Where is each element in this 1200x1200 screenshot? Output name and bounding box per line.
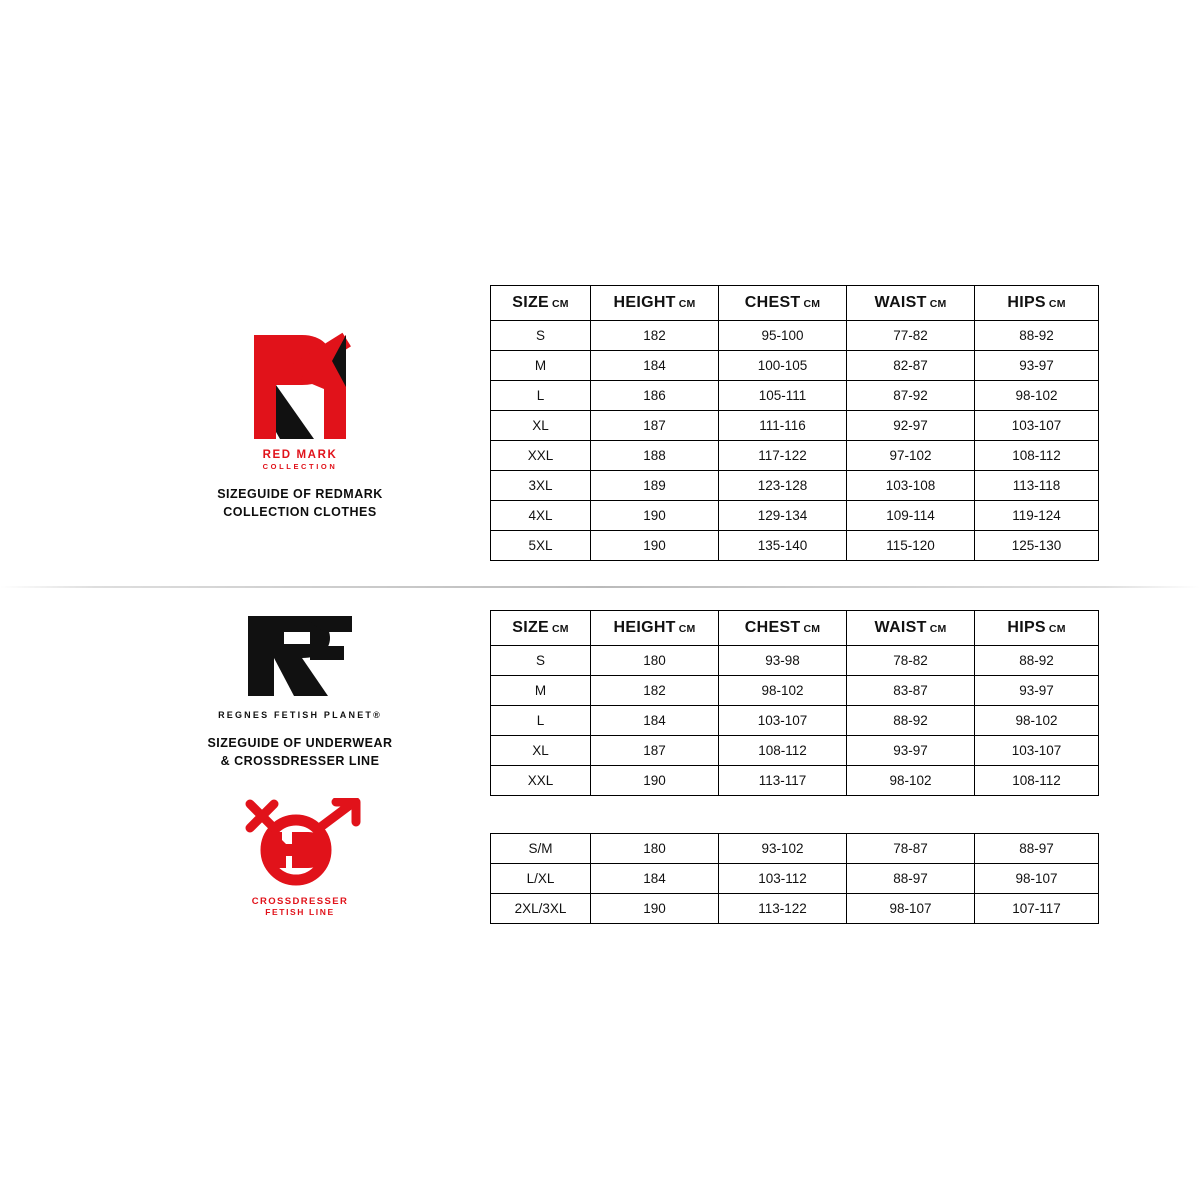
cell-waist: 97-102 <box>847 441 975 471</box>
cell-chest: 117-122 <box>719 441 847 471</box>
cell-waist: 88-92 <box>847 706 975 736</box>
cell-height: 186 <box>591 381 719 411</box>
cell-height: 190 <box>591 501 719 531</box>
header-size: SIZE CM <box>491 611 591 646</box>
cell-waist: 103-108 <box>847 471 975 501</box>
cell-waist: 92-97 <box>847 411 975 441</box>
cell-hips: 88-92 <box>975 646 1099 676</box>
header-hips: HIPS CM <box>975 286 1099 321</box>
table-row <box>491 321 1099 351</box>
section-divider <box>0 586 1200 588</box>
cell-waist: 78-82 <box>847 646 975 676</box>
cell-size: 4XL <box>491 501 591 531</box>
cell-size: M <box>491 676 591 706</box>
cell-hips: 108-112 <box>975 441 1099 471</box>
cell-waist: 87-92 <box>847 381 975 411</box>
regnes-fetish-planet-logo <box>240 610 360 702</box>
header-waist: WAIST CM <box>847 611 975 646</box>
table-row <box>491 864 1099 894</box>
table-header-row <box>491 611 1099 646</box>
cell-size: XL <box>491 411 591 441</box>
cell-height: 184 <box>591 864 719 894</box>
cell-height: 184 <box>591 706 719 736</box>
cell-size: 5XL <box>491 531 591 561</box>
table-header-row <box>491 286 1099 321</box>
header-size: SIZE CM <box>491 286 591 321</box>
cell-hips: 107-117 <box>975 894 1099 924</box>
tables-column-rfp <box>490 610 1099 924</box>
cell-chest: 105-111 <box>719 381 847 411</box>
cell-waist: 93-97 <box>847 736 975 766</box>
cell-chest: 103-107 <box>719 706 847 736</box>
cell-size: 2XL/3XL <box>491 894 591 924</box>
cell-hips: 108-112 <box>975 766 1099 796</box>
cell-chest: 95-100 <box>719 321 847 351</box>
section-regnes-fetish-planet <box>110 610 1099 924</box>
table-row <box>491 531 1099 561</box>
cell-size: S <box>491 321 591 351</box>
cell-size: XXL <box>491 441 591 471</box>
size-table-rfp <box>490 610 1099 796</box>
cell-hips: 113-118 <box>975 471 1099 501</box>
cell-size: L <box>491 706 591 736</box>
cell-hips: 98-102 <box>975 381 1099 411</box>
cell-waist: 98-102 <box>847 766 975 796</box>
header-height: HEIGHT CM <box>591 611 719 646</box>
rfp-wordmark: REGNES FETISH PLANET® <box>218 710 382 720</box>
table-row <box>491 381 1099 411</box>
cell-size: L/XL <box>491 864 591 894</box>
cell-waist: 83-87 <box>847 676 975 706</box>
cell-waist: 109-114 <box>847 501 975 531</box>
cell-size: 3XL <box>491 471 591 501</box>
cell-height: 187 <box>591 736 719 766</box>
cell-chest: 129-134 <box>719 501 847 531</box>
cell-height: 184 <box>591 351 719 381</box>
cell-height: 188 <box>591 441 719 471</box>
cell-chest: 98-102 <box>719 676 847 706</box>
table-row <box>491 706 1099 736</box>
cell-chest: 108-112 <box>719 736 847 766</box>
cell-waist: 98-107 <box>847 894 975 924</box>
cell-hips: 103-107 <box>975 411 1099 441</box>
table-row <box>491 471 1099 501</box>
cell-size: S/M <box>491 834 591 864</box>
caption-rfp: SIZEGUIDE OF UNDERWEAR & CROSSDRESSER LINE <box>207 736 393 769</box>
header-hips: HIPS CM <box>975 611 1099 646</box>
cell-height: 180 <box>591 646 719 676</box>
cell-waist: 88-97 <box>847 864 975 894</box>
cell-chest: 103-112 <box>719 864 847 894</box>
header-chest: CHEST CM <box>719 611 847 646</box>
cell-hips: 93-97 <box>975 351 1099 381</box>
red-mark-collection-logo <box>236 327 364 445</box>
cell-size: XL <box>491 736 591 766</box>
cell-height: 187 <box>591 411 719 441</box>
cell-waist: 78-87 <box>847 834 975 864</box>
caption-redmark: SIZEGUIDE OF REDMARK COLLECTION CLOTHES <box>217 487 383 520</box>
table-row <box>491 736 1099 766</box>
table-row <box>491 766 1099 796</box>
cell-hips: 125-130 <box>975 531 1099 561</box>
crossdresser-fetish-line-logo <box>230 798 370 894</box>
table-row <box>491 441 1099 471</box>
cell-hips: 88-97 <box>975 834 1099 864</box>
cell-waist: 115-120 <box>847 531 975 561</box>
brand-block-rfp <box>110 610 490 924</box>
cell-height: 182 <box>591 676 719 706</box>
cell-chest: 100-105 <box>719 351 847 381</box>
cell-chest: 123-128 <box>719 471 847 501</box>
header-waist: WAIST CM <box>847 286 975 321</box>
cell-height: 180 <box>591 834 719 864</box>
cell-hips: 93-97 <box>975 676 1099 706</box>
cell-chest: 93-98 <box>719 646 847 676</box>
table-row <box>491 676 1099 706</box>
cell-chest: 113-117 <box>719 766 847 796</box>
cell-chest: 93-102 <box>719 834 847 864</box>
table-row <box>491 646 1099 676</box>
cell-hips: 98-102 <box>975 706 1099 736</box>
cell-size: XXL <box>491 766 591 796</box>
cell-height: 190 <box>591 531 719 561</box>
brand-block-redmark <box>110 285 490 561</box>
cell-hips: 88-92 <box>975 321 1099 351</box>
cell-height: 189 <box>591 471 719 501</box>
cell-waist: 77-82 <box>847 321 975 351</box>
cell-height: 190 <box>591 766 719 796</box>
cell-hips: 103-107 <box>975 736 1099 766</box>
cell-hips: 119-124 <box>975 501 1099 531</box>
cell-size: L <box>491 381 591 411</box>
cell-size: S <box>491 646 591 676</box>
section-redmark <box>110 285 1099 561</box>
size-table-redmark <box>490 285 1099 561</box>
cell-height: 190 <box>591 894 719 924</box>
cell-chest: 135-140 <box>719 531 847 561</box>
crd-wordmark: CROSSDRESSER FETISH LINE <box>251 896 349 918</box>
header-chest: CHEST CM <box>719 286 847 321</box>
size-table-crossdresser <box>490 833 1099 924</box>
cell-chest: 113-122 <box>719 894 847 924</box>
table-row <box>491 894 1099 924</box>
table-row <box>491 351 1099 381</box>
table-row <box>491 834 1099 864</box>
cell-height: 182 <box>591 321 719 351</box>
table-row <box>491 411 1099 441</box>
cell-waist: 82-87 <box>847 351 975 381</box>
header-height: HEIGHT CM <box>591 286 719 321</box>
red-mark-wordmark: RED MARK COLLECTION <box>262 449 338 471</box>
table-row <box>491 501 1099 531</box>
cell-chest: 111-116 <box>719 411 847 441</box>
cell-size: M <box>491 351 591 381</box>
cell-hips: 98-107 <box>975 864 1099 894</box>
